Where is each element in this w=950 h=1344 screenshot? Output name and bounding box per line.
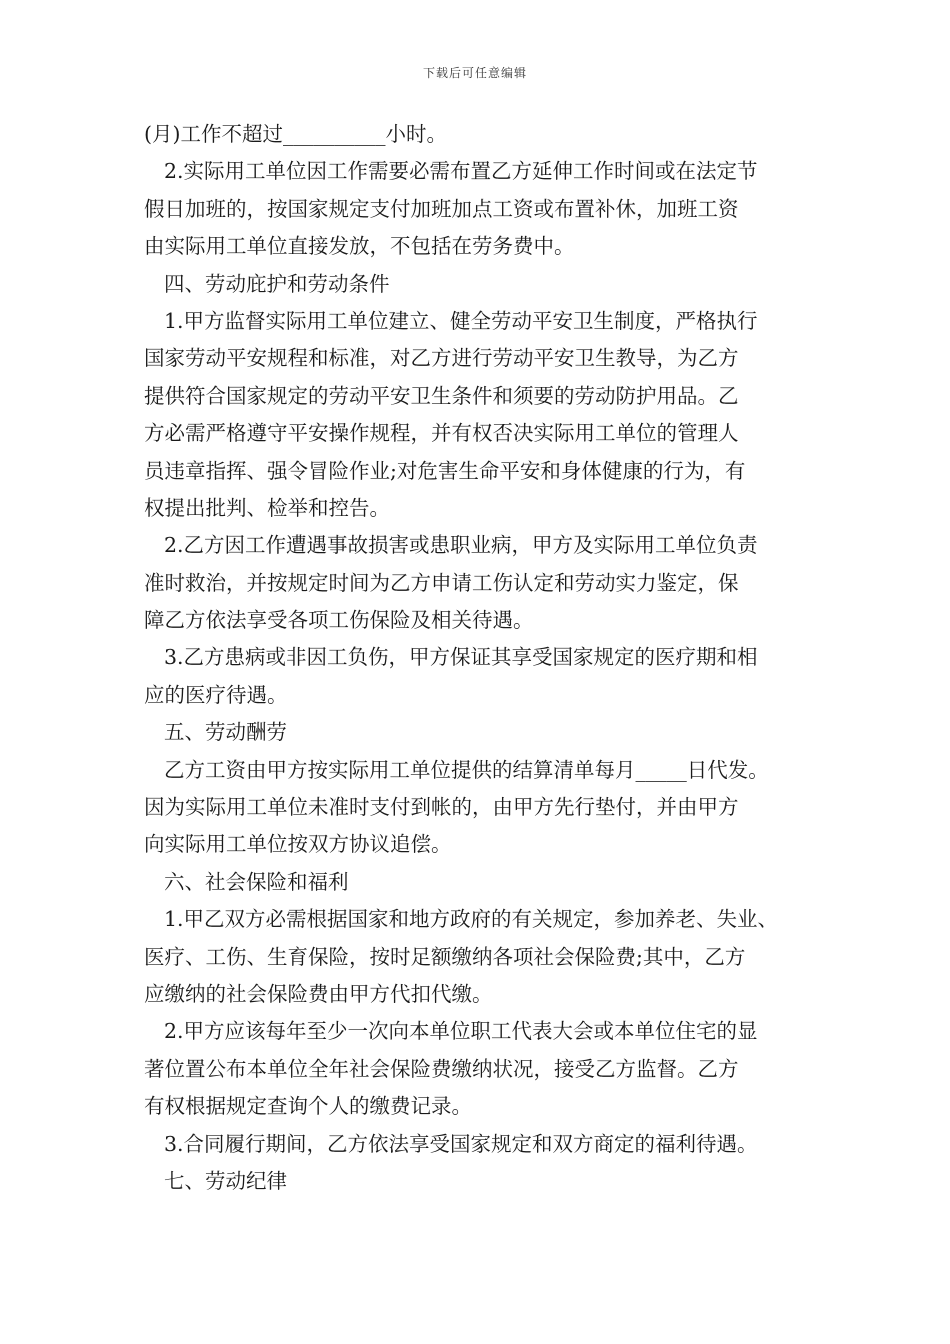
text-line: 准时救治，并按规定时间为乙方申请工伤认定和劳动实力鉴定，保 <box>144 570 739 595</box>
text-line: 六、社会保险和福利 <box>164 869 349 894</box>
text-line: 应的医疗待遇。 <box>144 682 288 707</box>
text-line: 2.乙方因工作遭遇事故损害或患职业病，甲方及实际用工单位负责 <box>164 533 758 558</box>
text-line: 提供符合国家规定的劳动平安卫生条件和须要的劳动防护用品。乙 <box>144 383 739 408</box>
document-body <box>144 116 824 1200</box>
text-line: 五、劳动酬劳 <box>164 720 287 745</box>
text-line: 七、劳动纪律 <box>164 1168 287 1193</box>
text-line: 有权根据规定查询个人的缴费记录。 <box>144 1094 472 1119</box>
text-line: 权提出批判、检举和控告。 <box>144 495 390 520</box>
text-line: 方必需严格遵守平安操作规程，并有权否决实际用工单位的管理人 <box>144 421 739 446</box>
text-line: 3.乙方患病或非因工负伤，甲方保证其享受国家规定的医疗期和相 <box>164 645 758 670</box>
page-header: 下载后可任意编辑 <box>422 66 527 80</box>
text-line: 1.甲方监督实际用工单位建立、健全劳动平安卫生制度，严格执行 <box>164 308 758 333</box>
text-line: 向实际用工单位按双方协议追偿。 <box>144 832 452 857</box>
text-line: 著位置公布本单位全年社会保险费缴纳状况，接受乙方监督。乙方 <box>144 1056 739 1081</box>
text-line: 乙方工资由甲方按实际用工单位提供的结算清单每月_____日代发。 <box>164 757 769 782</box>
text-line: 由实际用工单位直接发放，不包括在劳务费中。 <box>144 234 575 259</box>
text-line: 假日加班的，按国家规定支付加班加点工资或布置补休，加班工资 <box>144 196 739 221</box>
text-line: 2.实际用工单位因工作需要必需布置乙方延伸工作时间或在法定节 <box>164 159 758 184</box>
text-line: (月)工作不超过__________小时。 <box>144 122 447 146</box>
text-line: 国家劳动平安规程和标准，对乙方进行劳动平安卫生教导，为乙方 <box>144 346 739 371</box>
text-line: 障乙方依法享受各项工伤保险及相关待遇。 <box>144 608 534 633</box>
text-line: 医疗、工伤、生育保险，按时足额缴纳各项社会保险费;其中，乙方 <box>144 944 746 969</box>
text-line: 员违章指挥、强令冒险作业;对危害生命平安和身体健康的行为，有 <box>144 458 746 483</box>
text-line: 2.甲方应该每年至少一次向本单位职工代表大会或本单位住宅的显 <box>164 1019 758 1044</box>
text-line: 因为实际用工单位未准时支付到帐的，由甲方先行垫付，并由甲方 <box>144 795 739 820</box>
text-line: 应缴纳的社会保险费由甲方代扣代缴。 <box>144 981 493 1006</box>
text-line: 3.合同履行期间，乙方依法享受国家规定和双方商定的福利待遇。 <box>164 1131 758 1156</box>
text-line: 四、劳动庇护和劳动条件 <box>164 271 390 296</box>
text-line: 1.甲乙双方必需根据国家和地方政府的有关规定，参加养老、失业、 <box>164 907 779 932</box>
